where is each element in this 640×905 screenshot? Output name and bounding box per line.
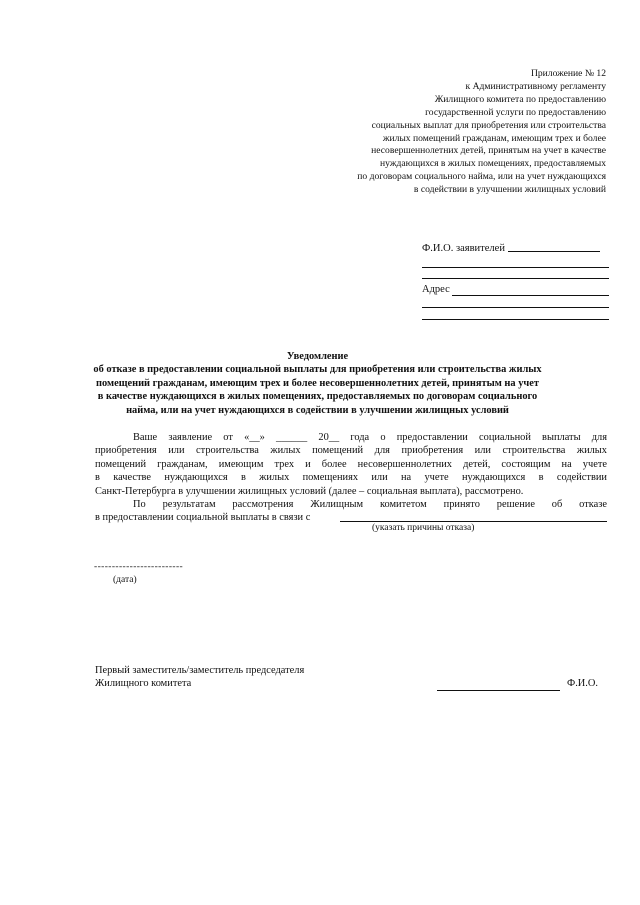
body-line: Санкт-Петербурга в улучшении жилищных условий (далее – социальная выплата), рассмотрено. xyxy=(95,485,524,497)
body-line: в предоставлении социальной выплаты в связи с xyxy=(95,512,311,524)
notice-subtitle-line: об отказе в предоставлении социальной выплаты для приобретения или строительства жилых xyxy=(93,364,542,376)
applicant-address-line-3[interactable] xyxy=(422,319,609,320)
notice-title-block xyxy=(90,350,545,417)
applicant-fio xyxy=(422,243,600,254)
annex-line: государственной услуги по предоставлению xyxy=(425,106,606,118)
annex-line: нуждающихся в жилых помещениях, предоставляемых xyxy=(380,158,606,170)
body-line: Ваше заявление от «__» ______ 20__ года о предоставлении социальной выплаты для xyxy=(133,432,607,443)
annex-line: Жилищного комитета по предоставлению xyxy=(434,93,606,105)
body-line: помещений гражданам, имеющим трех и более несовершеннолетних детей, состоящим на учете xyxy=(95,458,607,470)
applicant-fio-label: Ф.И.О. заявителей xyxy=(422,243,505,254)
notice-subtitle-line: в качестве нуждающихся в жилых помещениях, предоставляемых по договорам социального xyxy=(97,391,538,403)
annex-line: социальных выплат для приобретения или строительства xyxy=(371,119,606,131)
annex-line: в содействии в улучшении жилищных условий xyxy=(413,184,606,196)
notice-title: Уведомление xyxy=(286,351,349,362)
annex-line: к Административному регламенту xyxy=(465,80,606,92)
signatory-position xyxy=(95,664,304,691)
signatory-position-line: Жилищного комитета xyxy=(95,678,192,690)
annex-line: Приложение № 12 xyxy=(530,68,606,79)
notice-subtitle-line: помещений гражданам, имеющим трех и более несовершеннолетних детей, принятым на учет xyxy=(96,377,539,389)
date-label: (дата) xyxy=(113,575,137,585)
signatory-position-line: Первый заместитель/заместитель председателя xyxy=(95,665,305,676)
date-field[interactable]: ------------------------- xyxy=(94,562,184,572)
signatory-fio: Ф.И.О. xyxy=(567,678,599,689)
annex-line: по договорам социального найма, или на учет нуждающихся xyxy=(357,171,606,183)
annex-line: жилых помещений гражданам, имеющим трех и более xyxy=(382,132,606,144)
notice-subtitle-line: найма, или на учет нуждающихся в содействии в улучшении жилищных условий xyxy=(126,404,509,416)
body-line: приобретения или строительства жилых помещений для приобретения или строительства жилых xyxy=(95,445,607,457)
applicant-fio-field[interactable] xyxy=(508,251,600,252)
applicant-fio-line-2[interactable] xyxy=(422,267,609,268)
annex-line: несовершеннолетних детей, принятым на учет в качестве xyxy=(371,145,606,157)
applicant-address-label: Адрес xyxy=(422,284,450,295)
refusal-reason-hint: (указать причины отказа) xyxy=(372,523,475,533)
applicant-fio-line-3[interactable] xyxy=(422,278,609,279)
annex-header xyxy=(306,68,606,197)
applicant-address-field[interactable] xyxy=(452,295,609,296)
signature-field[interactable] xyxy=(437,690,560,691)
notice-body xyxy=(95,431,607,525)
refusal-reason-field[interactable] xyxy=(340,521,607,522)
applicant-address-line-2[interactable] xyxy=(422,307,609,308)
body-line: По результатам рассмотрения Жилищным комитетом принято решение об отказе xyxy=(133,498,607,510)
body-line: в качестве нуждающихся в жилых помещениях или на учете нуждающихся в содействии xyxy=(95,472,607,484)
